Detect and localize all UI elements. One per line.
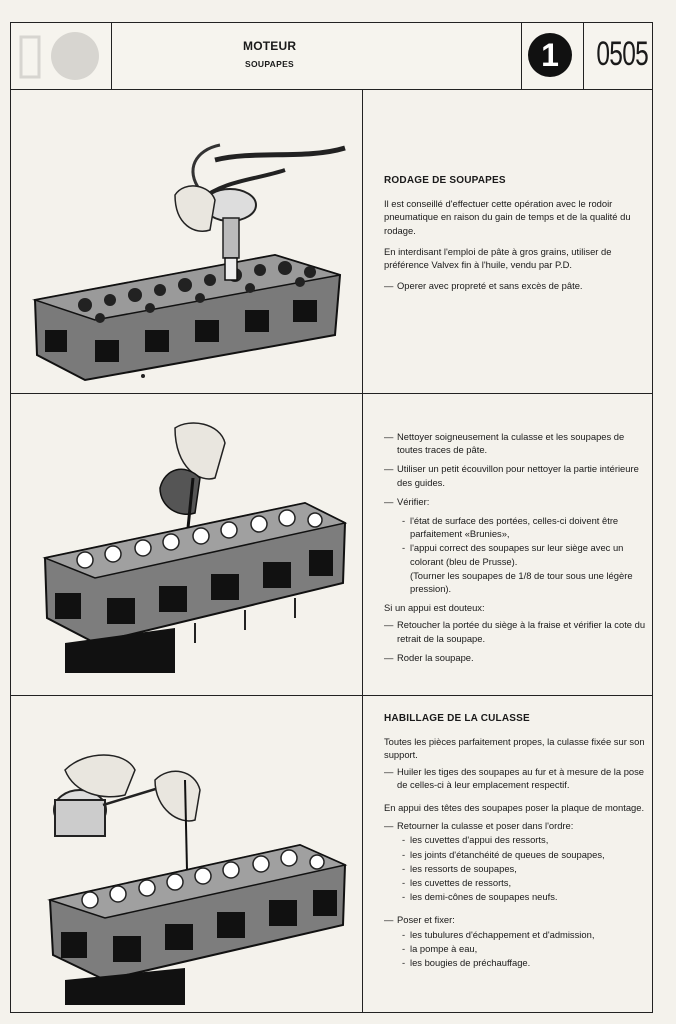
- section2-item-2: — Utiliser un petit écouvillon pour nettoyer la partie intérieure des guides.: [384, 462, 646, 488]
- section3-order-1: - les cuvettes d'appui des ressorts,: [384, 833, 646, 846]
- header-number-separator: [583, 23, 584, 89]
- cylinder-head-oiling-icon: [25, 740, 355, 1005]
- header-divider: [111, 23, 112, 89]
- section2-condition: Si un appui est douteux:: [384, 602, 485, 614]
- section3-title: HABILLAGE DE LA CULASSE: [384, 713, 530, 724]
- section2-sub-1: - l'état de surface des portées, celles-ci doivent être parfaitement «Brunies»,: [384, 514, 646, 540]
- chapter-badge: 1: [528, 33, 572, 77]
- section3-intro: Toutes les pièces parfaitement propes, la culasse fixée sur son support.: [384, 736, 645, 761]
- content-grid: [10, 90, 653, 1013]
- section2-sub-2-note: (Tourner les soupapes de 1/8 de tour sous une légère pression).: [410, 569, 633, 595]
- section-cleaning: [384, 430, 646, 670]
- section2-sub-2: - l'appui correct des soupapes sur leur siège avec un colorant (bleu de Prusse).: [384, 541, 646, 567]
- illustration-valve-lapping: [25, 140, 355, 385]
- section3-paragraph-2: En appui des têtes des soupapes poser la plaque de montage.: [384, 802, 645, 814]
- section1-item-1: — Operer avec propreté et sans excès de pâte.: [384, 279, 644, 292]
- bleed-through-logo-icon: [15, 27, 109, 85]
- section3-item-3: — Poser et fixer:: [384, 913, 646, 926]
- section3-fix-2: - la pompe à eau,: [384, 942, 646, 955]
- section3-order-2: - les joints d'étanchéité de queues de soupapes,: [384, 848, 646, 861]
- cylinder-head-lapping-icon: [25, 140, 355, 385]
- section-valve-lapping: [384, 174, 644, 298]
- header-subtitle: SOUPAPES: [245, 59, 295, 69]
- illustration-cleaning: [25, 418, 355, 673]
- illustration-assembly: [25, 740, 355, 1005]
- page-header: [10, 22, 653, 90]
- section1-paragraph-1: Il est conseillé d'effectuer cette opération avec le rodoir pneumatique en raison du gain de temps et de la qualité du rodage.: [384, 198, 631, 236]
- cylinder-head-cleaning-icon: [25, 418, 355, 673]
- section3-fix-1: - les tubulures d'échappement et d'admission,: [384, 928, 646, 941]
- row-divider-1: [11, 393, 652, 394]
- header-title: MOTEUR: [243, 39, 297, 53]
- column-divider: [362, 90, 363, 1012]
- row-divider-2: [11, 695, 652, 696]
- section2-item-3: — Vérifier:: [384, 495, 646, 508]
- section2-item-1: — Nettoyer soigneusement la culasse et les soupapes de toutes traces de pâte.: [384, 430, 646, 456]
- page-code: 0505: [596, 35, 648, 73]
- section3-order-5: - les demi-cônes de soupapes neufs.: [384, 890, 646, 903]
- section1-paragraph-2: En interdisant l'emploi de pâte à gros grains, utiliser de préférence Valvex fin à l'huile, vendu par P.D.: [384, 245, 612, 271]
- section3-item-2: — Retourner la culasse et poser dans l'ordre:: [384, 819, 646, 832]
- section3-fix-3: - les bougies de préchauffage.: [384, 956, 646, 969]
- section3-order-3: - les ressorts de soupapes,: [384, 862, 646, 875]
- section3-item-1: — Huiler les tiges des soupapes au fur et à mesure de la pose de celles-ci à leur emplacement respectif.: [384, 765, 646, 791]
- section2-item-5: — Roder la soupape.: [384, 651, 646, 664]
- section2-item-4: — Retoucher la portée du siège à la fraise et vérifier la cote du retrait de la soupape.: [384, 618, 646, 644]
- section-head-assembly: [384, 712, 646, 970]
- header-number-box: [521, 23, 652, 89]
- section3-order-4: - les cuvettes de ressorts,: [384, 876, 646, 889]
- section1-title: RODAGE DE SOUPAPES: [384, 175, 506, 186]
